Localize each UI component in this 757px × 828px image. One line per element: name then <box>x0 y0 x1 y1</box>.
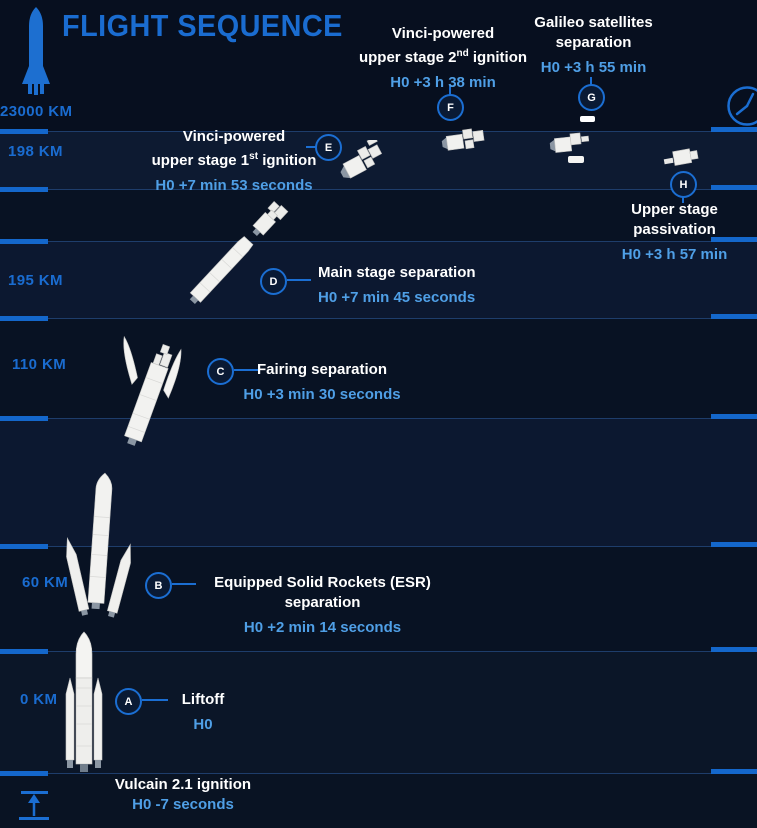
right-tick <box>711 769 757 774</box>
event-title-line2: separation <box>284 594 361 611</box>
left-tick <box>0 771 48 776</box>
badge-letter: E <box>324 141 333 154</box>
left-tick <box>0 316 48 321</box>
right-tick <box>711 647 757 652</box>
badge-letter: H <box>679 178 688 191</box>
title-text: upper stage 2 <box>358 49 457 66</box>
altitude-label-110km: 110 KM <box>12 356 67 373</box>
band-0km <box>0 651 757 773</box>
badge-letter: F <box>447 101 454 114</box>
event-title: Equipped Solid Rockets (ESR) <box>214 574 431 591</box>
main-stage-separation-rocket-illustration <box>150 186 325 321</box>
altitude-line <box>0 651 757 652</box>
event-time: H0 +3 h 38 min <box>390 74 496 91</box>
fairing-separation-rocket-illustration <box>100 330 200 465</box>
altitude-label-60km: 60 KM <box>22 574 69 591</box>
event-badge-g <box>578 84 605 111</box>
event-time: H0 +3 h 57 min <box>621 246 728 263</box>
event-badge-e <box>315 134 342 161</box>
clock-icon <box>722 83 757 129</box>
title-text: upper stage 1 <box>151 152 250 169</box>
event-g-galileo-separation <box>501 13 686 78</box>
event-title: Vulcain 2.1 ignition <box>114 776 252 793</box>
event-d-main-stage-separation <box>318 263 528 308</box>
left-tick <box>0 187 48 192</box>
event-b-esr-separation <box>190 573 455 638</box>
altitude-label-23000km: 23000 KM <box>0 103 73 120</box>
altitude-line <box>0 131 757 132</box>
altitude-label-198km: 198 KM <box>8 143 63 160</box>
left-tick <box>0 416 48 421</box>
event-e-vinci-first-ignition <box>119 127 349 196</box>
connector-line-a <box>142 699 168 701</box>
event-time: H0 -7 seconds <box>132 796 234 813</box>
event-title: Vinci-powered <box>391 25 495 42</box>
page-title: FLIGHT SEQUENCE <box>62 8 343 43</box>
rocket-icon <box>14 4 58 100</box>
event-title: Upper stage passivation <box>631 201 718 238</box>
altitude-line <box>0 318 757 319</box>
altitude-label-195km: 195 KM <box>8 272 63 289</box>
event-badge-f <box>437 94 464 121</box>
event-time: H0 +3 min 30 seconds <box>243 386 401 403</box>
altitude-label-0km: 0 KM <box>20 691 58 708</box>
title-text: ignition <box>468 49 528 66</box>
event-h-upper-stage-passivation <box>592 200 757 265</box>
esr-separation-rocket-illustration <box>55 455 140 620</box>
up-arrow-icon <box>14 786 52 824</box>
right-tick <box>711 542 757 547</box>
galileo-separation-stage-illustration <box>546 112 602 166</box>
event-title: Liftoff <box>181 691 225 708</box>
badge-letter: B <box>154 579 163 592</box>
right-tick <box>711 314 757 319</box>
event-vulcain-ignition <box>83 775 283 815</box>
event-badge-b <box>145 572 172 599</box>
passivated-stage-illustration <box>662 146 704 172</box>
ordinal-superscript: st <box>249 151 259 162</box>
badge-letter: G <box>587 91 596 104</box>
event-badge-a <box>115 688 142 715</box>
altitude-line <box>0 189 757 190</box>
left-tick <box>0 649 48 654</box>
altitude-line <box>0 773 757 774</box>
right-tick <box>711 185 757 190</box>
badge-letter: D <box>269 275 278 288</box>
event-title: Galileo satellites <box>534 14 653 31</box>
left-tick <box>0 239 48 244</box>
title-text: ignition <box>258 152 317 169</box>
left-tick <box>0 544 48 549</box>
event-time: H0 +2 min 14 seconds <box>243 619 402 636</box>
left-tick <box>0 129 48 134</box>
event-a-liftoff <box>168 690 238 735</box>
event-time: H0 +7 min 53 seconds <box>155 177 313 194</box>
event-title-line2: separation <box>555 34 632 51</box>
vinci-second-ignition-stage-illustration <box>438 127 490 155</box>
event-badge-h <box>670 171 697 198</box>
event-title: Vinci-powered <box>182 128 286 145</box>
event-badge-d <box>260 268 287 295</box>
connector-line-d <box>287 279 311 281</box>
event-title: Fairing separation <box>256 361 388 378</box>
ordinal-superscript: nd <box>456 48 469 59</box>
event-title: Main stage separation <box>318 264 476 281</box>
event-c-fairing-separation <box>222 360 422 405</box>
badge-letter: A <box>124 695 133 708</box>
event-time: H0 +7 min 45 seconds <box>318 289 476 306</box>
badge-letter: C <box>216 365 225 378</box>
event-time: H0 +3 h 55 min <box>540 59 647 76</box>
liftoff-rocket-illustration <box>62 628 106 774</box>
right-tick <box>711 414 757 419</box>
event-time: H0 <box>193 716 213 733</box>
